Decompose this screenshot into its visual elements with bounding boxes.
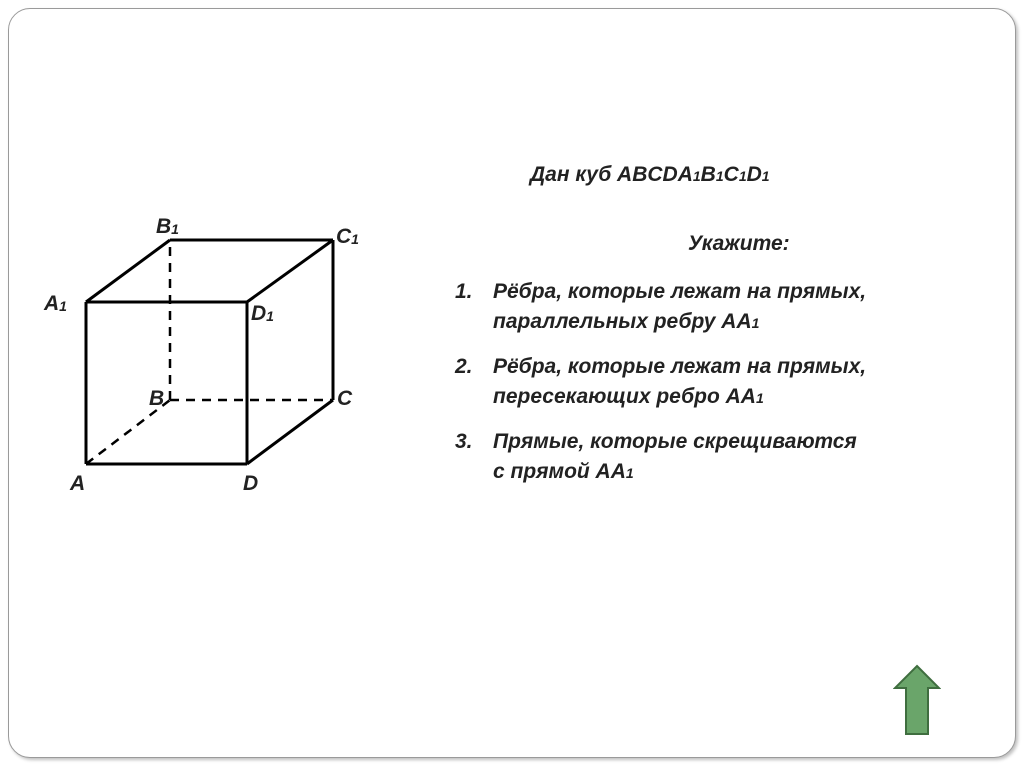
edge-A1B1	[86, 240, 170, 302]
task-item: 1. Рёбра, которые лежат на прямых, параллельных ребру АА1	[455, 277, 975, 338]
instruction-heading: Укажите:	[688, 232, 790, 255]
task-number: 3.	[455, 430, 473, 453]
edge-D1C1	[247, 240, 333, 302]
task-number: 2.	[455, 355, 473, 378]
vertex-label-D1: $D_1$	[251, 302, 274, 325]
vertex-label-C1: $C_1$	[336, 225, 359, 248]
problem-statement: Дан куб ABCDA1B1C1D1	[530, 163, 770, 186]
vertex-label-A: A	[70, 472, 86, 495]
vertex-label-B1: $B_1$	[156, 215, 179, 238]
vertex-label-C: C	[337, 387, 353, 410]
vertex-label-B: B	[149, 387, 165, 410]
task-number: 1.	[455, 280, 473, 303]
vertex-label-A1: $A_1$	[44, 292, 67, 315]
up-arrow-icon[interactable]	[893, 664, 941, 736]
edge-DC	[247, 400, 333, 464]
vertex-label-D: D	[243, 472, 259, 495]
task-list	[455, 277, 975, 502]
task-item: 2. Рёбра, которые лежат на прямых, пересекающих ребро АА1	[455, 352, 975, 413]
task-item: 3. Прямые, которые скрещиваются с прямой АА1	[455, 427, 975, 488]
